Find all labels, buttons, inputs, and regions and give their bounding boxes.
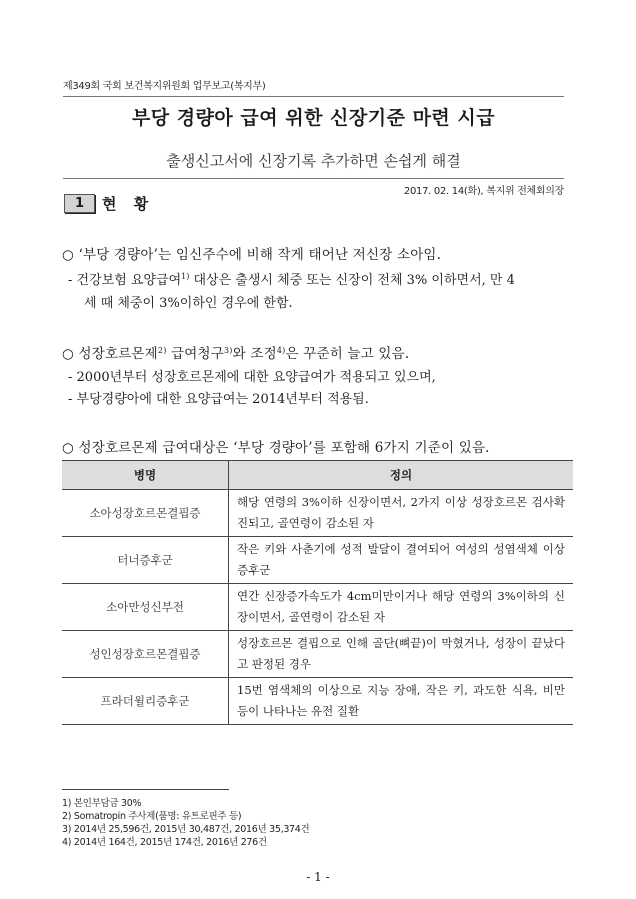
footnote-1: 1) 본인부담금 30% bbox=[62, 798, 142, 809]
meeting-header: 제349회 국회 보건복지위원회 업무보고(복지부) bbox=[63, 81, 266, 92]
disease-definition-table bbox=[62, 460, 573, 725]
disease-definition: 작은 키와 사춘기에 성적 발달이 결여되어 여성의 성염색체 이상 증후군 bbox=[229, 537, 574, 584]
bullet-text: 급여청구 bbox=[166, 346, 225, 362]
column-header-definition: 정의 bbox=[229, 461, 574, 490]
bullet-text: ○ 성장호르몬제 bbox=[62, 346, 158, 362]
header-rule bbox=[63, 96, 564, 97]
footnote-rule bbox=[62, 789, 229, 790]
document-subtitle: 출생신고서에 신장기록 추가하면 손쉽게 해결 bbox=[166, 152, 461, 170]
footnote-ref: 1) bbox=[181, 272, 190, 281]
disease-definition: 성장호르몬 결핍으로 인해 골단(뼈끝)이 막혔거나, 성장이 끝났다고 판정된 경우 bbox=[229, 631, 574, 678]
table-row bbox=[62, 584, 573, 631]
bullet-sub-text: - 건강보험 요양급여 bbox=[68, 273, 182, 288]
disease-name: 소아성장호르몬결핍증 bbox=[62, 490, 229, 537]
bullet-text: 은 꾸준히 늘고 있음. bbox=[285, 346, 410, 362]
bullet-main bbox=[62, 342, 409, 362]
disease-name: 프라더윌리증후군 bbox=[62, 678, 229, 725]
table-row bbox=[62, 631, 573, 678]
bullet-sub bbox=[68, 269, 515, 288]
table-row bbox=[62, 678, 573, 725]
disease-name: 터너증후군 bbox=[62, 537, 229, 584]
table-row bbox=[62, 490, 573, 537]
footnote-3: 3) 2014년 25,596건, 2015년 30,487건, 2016년 35,374건 bbox=[62, 824, 310, 835]
disease-definition: 연간 신장증가속도가 4cm미만이거나 해당 연령의 3%이하의 신장이면서, 골연령이 감소된 자 bbox=[229, 584, 574, 631]
column-header-disease: 병명 bbox=[62, 461, 229, 490]
disease-definition: 해당 연령의 3%이하 신장이면서, 2가지 이상 성장호르몬 검사확진되고, 골연령이 감소된 자 bbox=[229, 490, 574, 537]
date-place: 2017. 02. 14(화), 복지위 전체회의장 bbox=[403, 186, 564, 197]
footnote-ref: 4) bbox=[276, 346, 286, 355]
subtitle-rule bbox=[63, 178, 564, 179]
bullet-sub-text: 대상은 출생시 체중 또는 신장이 전체 3% 이하면서, 만 4 bbox=[189, 273, 515, 288]
table-row bbox=[62, 537, 573, 584]
bullet-sub: - 2000년부터 성장호르몬제에 대한 요양급여가 적용되고 있으며, bbox=[68, 370, 436, 385]
disease-definition: 15번 염색체의 이상으로 지능 장애, 작은 키, 과도한 식욕, 비만 등이 나타나는 유전 질환 bbox=[229, 678, 574, 725]
page-number: - 1 - bbox=[306, 870, 330, 884]
bullet-main: ○ ‘부당 경량아’는 임신주수에 비해 작게 태어난 저신장 소아임. bbox=[62, 247, 442, 263]
footnote-2: 2) Somatropin 주사제(품명: 유트로핀주 등) bbox=[62, 811, 242, 822]
footnote-ref: 3) bbox=[224, 346, 233, 355]
footnote-4: 4) 2014년 164건, 2015년 174건, 2016년 276건 bbox=[62, 837, 267, 848]
section-heading bbox=[64, 193, 154, 214]
bullet-sub: - 부당경량아에 대한 요양급여는 2014년부터 적용됨. bbox=[68, 392, 369, 407]
section-number-box: 1 bbox=[64, 194, 95, 213]
section-title: 현 황 bbox=[102, 195, 155, 213]
document-title: 부당 경량아 급여 위한 신장기준 마련 시급 bbox=[131, 107, 496, 129]
disease-name: 소아만성신부전 bbox=[62, 584, 229, 631]
disease-name: 성인성장호르몬결핍증 bbox=[62, 631, 229, 678]
bullet-sub-continued: 세 때 체중이 3%이하인 경우에 한함. bbox=[84, 296, 293, 311]
bullet-text: 와 조정 bbox=[232, 346, 277, 362]
table-header-row bbox=[62, 461, 573, 490]
bullet-main: ○ 성장호르몬제 급여대상은 ‘부당 경량아’를 포함해 6가지 기준이 있음. bbox=[62, 440, 490, 456]
footnote-ref: 2) bbox=[157, 346, 167, 355]
